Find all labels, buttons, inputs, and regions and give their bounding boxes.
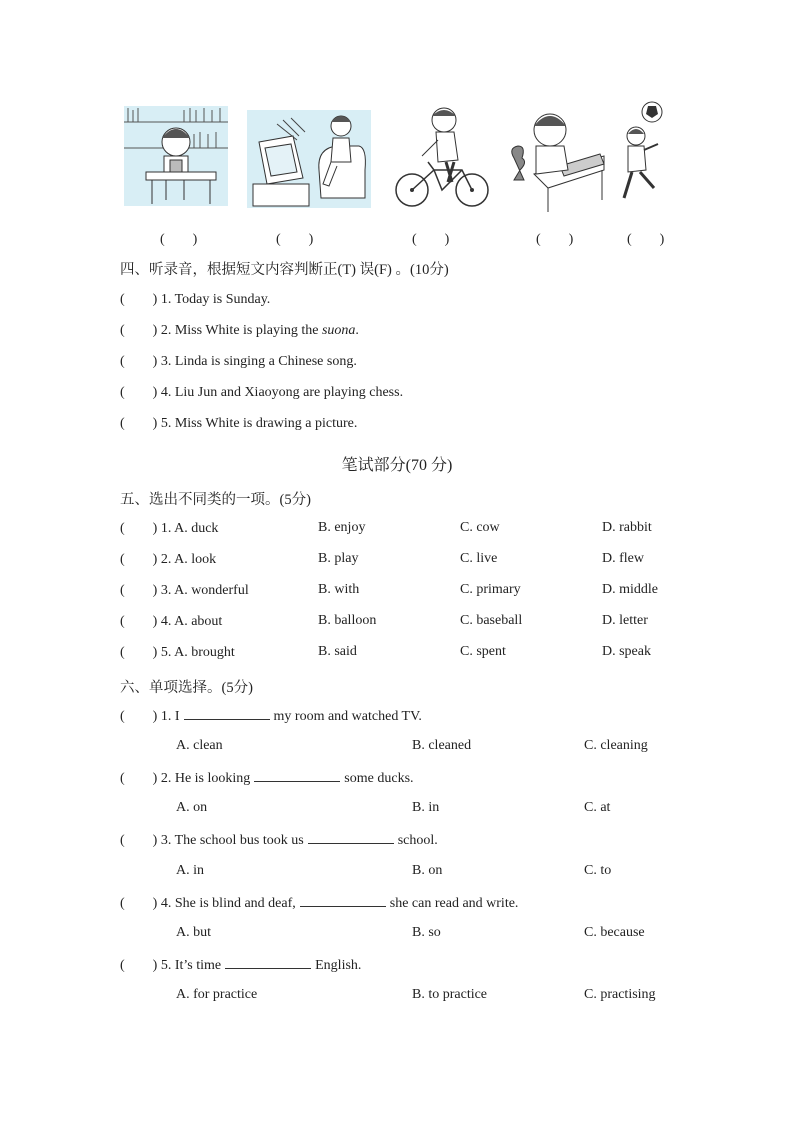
picture-3 bbox=[392, 100, 492, 212]
answer-blank[interactable] bbox=[308, 831, 394, 844]
picture-bracket-3: ( ) bbox=[412, 232, 450, 247]
picture-5 bbox=[620, 100, 664, 212]
section4-item-5: ( ) 5. Miss White is drawing a picture. bbox=[120, 416, 358, 431]
boy-watching-tv-icon bbox=[247, 100, 371, 212]
written-part-title: 笔试部分(70 分) bbox=[341, 457, 453, 474]
picture-bracket-5: ( ) bbox=[627, 232, 665, 247]
picture-4 bbox=[506, 100, 606, 212]
picture-bracket-4: ( ) bbox=[536, 232, 574, 247]
section4-item-2: ( ) 2. Miss White is playing the suona. bbox=[120, 323, 359, 338]
boy-playing-football-icon bbox=[620, 100, 664, 212]
answer-blank[interactable] bbox=[184, 707, 270, 720]
answer-blank[interactable] bbox=[225, 956, 311, 969]
section4-item-4: ( ) 4. Liu Jun and Xiaoyong are playing chess. bbox=[120, 385, 404, 400]
boy-reading-at-desk-icon bbox=[506, 100, 606, 212]
picture-bracket-1: ( ) bbox=[160, 232, 198, 247]
picture-2 bbox=[247, 100, 371, 212]
picture-1 bbox=[124, 100, 228, 212]
answer-blank[interactable] bbox=[300, 894, 386, 907]
section4-item-1: ( ) 1. Today is Sunday. bbox=[120, 292, 271, 307]
section6-title: 六、单项选择。(5分) bbox=[120, 680, 253, 696]
boy-riding-bike-icon bbox=[392, 100, 492, 212]
section4-title: 四、听录音，根据短文内容判断正(T) 误(F) 。(10分) bbox=[120, 262, 449, 278]
boy-reading-in-library-icon bbox=[124, 100, 228, 212]
section4-item-3: ( ) 3. Linda is singing a Chinese song. bbox=[120, 354, 357, 369]
picture-bracket-2: ( ) bbox=[276, 232, 314, 247]
answer-blank[interactable] bbox=[254, 769, 340, 782]
section5-title: 五、选出不同类的一项。(5分) bbox=[120, 492, 311, 508]
